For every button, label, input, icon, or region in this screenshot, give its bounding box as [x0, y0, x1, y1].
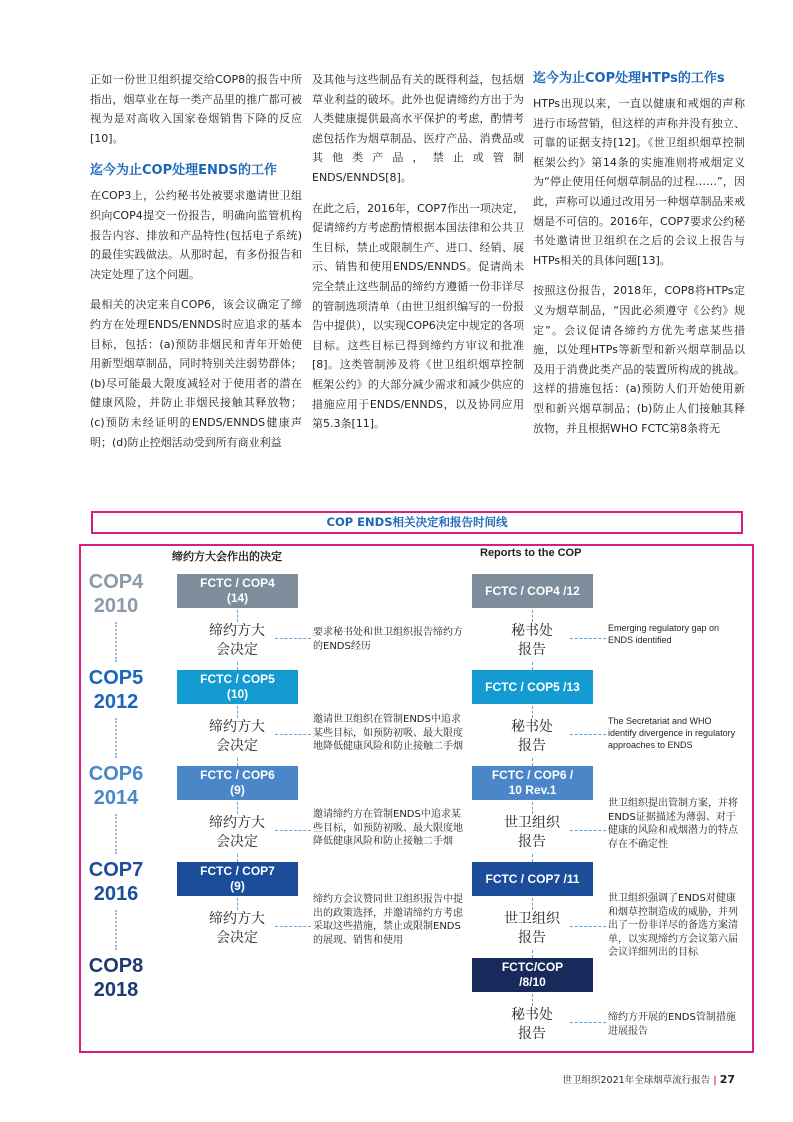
section-heading-ends: 迄今为止COP处理ENDS的工作 [90, 163, 278, 179]
decision-box-cop7: FCTC / COP7 (9) [177, 862, 298, 896]
report-note-cop6: 世卫组织提出管制方案，并将ENDS证据描述为薄弱、对于健康的风险和戒烟潜力的特点存在不确定性 [608, 798, 738, 850]
connector-line [532, 898, 533, 910]
connector-line [532, 994, 533, 1006]
note-connector [275, 638, 311, 639]
connector-line [237, 802, 238, 814]
decision-box-cop6: FCTC / COP6 (9) [177, 766, 298, 800]
connector-line [237, 898, 238, 910]
cop5-label: COP5 2012 [88, 667, 144, 713]
text-column-right [533, 70, 745, 449]
report-box-cop6: FCTC / COP6 / 10 Rev.1 [472, 766, 593, 800]
note-connector [570, 1022, 606, 1023]
cop-connector [115, 910, 117, 950]
decision-box-cop4: FCTC / COP4 (14) [177, 574, 298, 608]
step-cop-decision: 缔约方大 会决定 [209, 815, 265, 850]
text-column-middle [312, 70, 524, 445]
paragraph: 在此之后，2016年，COP7作出一项决定，促请缔约方考虑酌情根据本国法律和公共卫生目标，禁止或限制生产、进口、经销、展示、销售和使用ENDS/ENNDS。促请尚未完全禁止这些制品的缔约方遵循一份非详尽的管制选项清单（由世卫组织编写的一份报告中提供），以实现COP6决定中规定的各项目标。这些目标已得到缔约方审议和批准[8]。这类管制涉及将《世卫组织烟草控制框架公约》的大部分减少需求和减少供应的措施应用于ENDS/ENNDS，以及协同应用第5.3条[11]。 [312, 201, 524, 431]
note-connector [570, 830, 606, 831]
note-connector [570, 638, 606, 639]
paragraph: HTPs出现以来，一直以健康和戒烟的声称进行市场营销，但这样的声称并没有独立、可靠的证据支持[12]。《世卫组织烟草控制框架公约》第14条的实施准则将戒烟定义为“停止使用任何烟草制品的过程……”，因此，声称可以通过改用另一种烟草制品来戒烟是不可信的。2016年，COP7要求公约秘书处邀请世卫组织在之后的会议上报告与HTPs相关的具体问题[13]。 [533, 97, 745, 267]
report-note-cop5: The Secretariat and WHO identify divergence in regulatory approaches to ENDS [608, 716, 736, 750]
report-note-cop4: Emerging regulatory gap on ENDS identified [608, 623, 720, 645]
connector-line [237, 758, 238, 766]
connector-line [532, 854, 533, 862]
report-note-cop7: 世卫组织强调了ENDS对健康和烟草控制造成的威胁，并列出了一份非详尽的备选方案清单，以实现缔约方会议第六届会议详细列出的目标 [608, 893, 738, 958]
connector-line [532, 758, 533, 766]
paragraph: 最相关的决定来自COP6，该会议确定了缔约方在处理ENDS/ENNDS时应追求的基本目标，包括：(a)预防非烟民和青年开始使用新型烟草制品，同时特别关注弱势群体；(b)尽可能最大限度减轻对于使用者的潜在健康风险，并防止非烟民接触其释放物；(c)预防未经证明的ENDS/ENNDS健康声明；(d)防止控烟活动受到所有商业利益 [90, 298, 302, 449]
cop8-label: COP8 2018 [88, 955, 144, 1001]
paragraph: 正如一份世卫组织提交给COP8的报告中所指出，烟草业在每一类产品里的推广都可被视为是对高收入国家卷烟销售下降的反应[10]。 [90, 73, 302, 145]
page-footer [563, 1072, 735, 1086]
report-box-cop4: FCTC / COP4 /12 [472, 574, 593, 608]
paragraph: 按照这份报告，2018年，COP8将HTPs定义为烟草制品，“因此必须遵守《公约》规定”。会议促请各缔约方优先考虑某些措施，以处理HTPs等新型和新兴烟草制品以及用于消费此类产品的装置所构成的挑战。这样的措施包括：(a)预防人们开始使用新型和新兴烟草制品；(b)防止人们接触其释放物，并且根据WHO FCTC第8条将无 [533, 284, 745, 435]
page-number: 27 [719, 1073, 735, 1086]
decision-note-cop5: 邀请世卫组织在管制ENDS中追求某些目标，如预防初吸、最大限度地降低健康风险和防止接触二手烟 [313, 714, 463, 752]
decision-note-cop4: 要求秘书处和世卫组织报告缔约方的ENDS经历 [313, 627, 463, 652]
footer-title: 世卫组织2021年全球烟草流行报告 [562, 1075, 711, 1086]
connector-line [532, 662, 533, 670]
step-report: 秘书处 报告 [511, 623, 553, 658]
timeline-right-header: Reports to the COP [480, 547, 582, 559]
step-report: 世卫组织 报告 [504, 815, 560, 850]
note-connector [570, 734, 606, 735]
decision-note-cop7: 缔约方会议赞同世卫组织报告中提出的政策选择，并邀请缔约方考虑采取这些措施，禁止或限制ENDS的展现、销售和使用 [313, 894, 463, 946]
step-cop-decision: 缔约方大 会决定 [209, 623, 265, 658]
text-column-left [90, 70, 302, 463]
footer-separator: | [713, 1075, 717, 1086]
note-connector [570, 926, 606, 927]
cop4-label: COP4 2010 [88, 571, 144, 617]
connector-line [237, 706, 238, 718]
step-report: 世卫组织 报告 [504, 911, 560, 946]
timeline-title: COP ENDS相关决定和报告时间线 [91, 511, 743, 534]
cop6-label: COP6 2014 [88, 763, 144, 809]
connector-line [237, 662, 238, 670]
cop-connector [115, 718, 117, 758]
connector-line [532, 802, 533, 814]
cop-connector [115, 622, 117, 662]
paragraph: 及其他与这些制品有关的既得利益，包括烟草业利益的破坏。此外也促请缔约方出于为人类健康提供最高水平保护的考虑，酌情考虑包括作为烟草制品、医疗产品、消费品或其他类产品，禁止或管制ENDS/ENNDS[8]。 [312, 73, 524, 184]
step-report: 秘书处 报告 [511, 719, 553, 754]
report-box-cop5: FCTC / COP5 /13 [472, 670, 593, 704]
decision-box-cop5: FCTC / COP5 (10) [177, 670, 298, 704]
note-connector [275, 926, 311, 927]
cop-connector [115, 814, 117, 854]
report-note-cop8: 缔约方开展的ENDS管制措施进展报告 [608, 1012, 736, 1037]
step-cop-decision: 缔约方大 会决定 [209, 911, 265, 946]
step-cop-decision: 缔约方大 会决定 [209, 719, 265, 754]
connector-line [237, 854, 238, 862]
section-heading-htps: 迄今为止COP处理HTPs的工作s [533, 71, 725, 86]
connector-line [532, 610, 533, 622]
decision-note-cop6: 邀请缔约方在管制ENDS中追求某些目标，如预防初吸、最大限度地降低健康风险和防止接触二手烟 [313, 809, 463, 847]
note-connector [275, 734, 311, 735]
report-box-cop7: FCTC / COP7 /11 [472, 862, 593, 896]
connector-line [237, 610, 238, 622]
timeline-left-header: 缔约方大会作出的决定 [172, 550, 282, 563]
connector-line [532, 706, 533, 718]
paragraph: 在COP3上，公约秘书处被要求邀请世卫组织向COP4提交一份报告，明确向监管机构报告内容、排放和产品特性(包括电子系统)的最佳实践做法。从那时起，有多份报告和决定处理了这个问题。 [90, 189, 302, 281]
note-connector [275, 830, 311, 831]
connector-line [532, 950, 533, 958]
step-report: 秘书处 报告 [511, 1007, 553, 1042]
report-box-cop8: FCTC/COP /8/10 [472, 958, 593, 992]
cop7-label: COP7 2016 [88, 859, 144, 905]
